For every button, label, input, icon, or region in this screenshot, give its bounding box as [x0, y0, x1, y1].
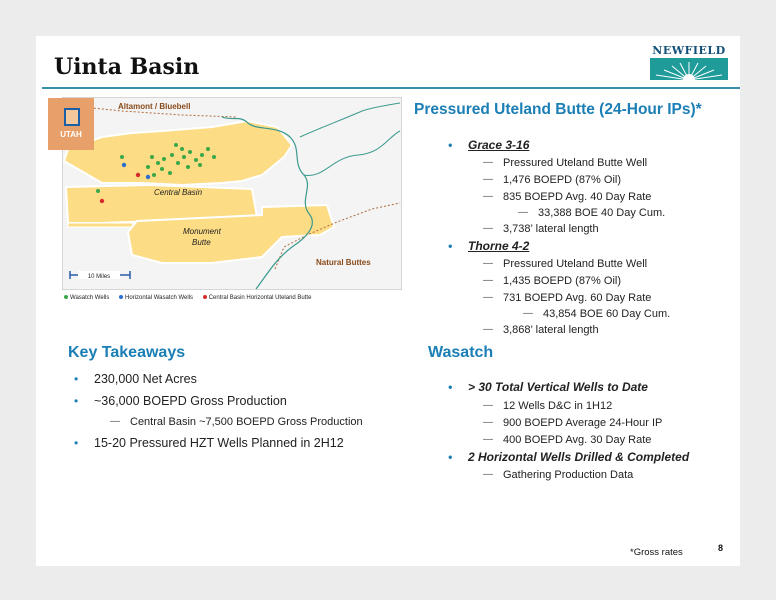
list-item: — Pressured Uteland Butte Well	[503, 258, 647, 270]
page-number: 8	[718, 543, 724, 553]
key-takeaways-list	[94, 372, 414, 462]
map-scale-label: 10 Miles	[87, 274, 111, 280]
list-item: — 1,435 BOEPD (87% Oil)	[503, 275, 621, 287]
utah-label: UTAH	[60, 130, 82, 139]
list-item: — 12 Wells D&C in 1H12	[503, 400, 612, 412]
list-item: — 33,388 BOE 40 Day Cum.	[538, 207, 665, 219]
legend-item-wasatch: Wasatch Wells	[64, 295, 109, 301]
list-item: — 1,476 BOEPD (87% Oil)	[503, 174, 621, 186]
uinta-basin-map	[62, 97, 402, 290]
legend-item-uteland: Central Basin Horizontal Uteland Butte	[203, 295, 312, 301]
list-item: — 3,738’ lateral length	[503, 223, 599, 235]
list-item: — Pressured Uteland Butte Well	[503, 157, 647, 169]
utah-inset	[48, 98, 94, 150]
uteland-heading: Pressured Uteland Butte (24-Hour IPs)*	[414, 101, 702, 118]
utah-map-icon	[64, 108, 80, 126]
list-item: — 43,854 BOE 60 Day Cum.	[543, 308, 670, 320]
list-item: — 835 BOEPD Avg. 40 Day Rate	[503, 191, 651, 203]
list-item: — 400 BOEPD Avg. 30 Day Rate	[503, 434, 651, 446]
slide-title: Uinta Basin	[54, 54, 200, 80]
wasatch-heading: Wasatch	[428, 344, 494, 361]
map-legend	[64, 295, 319, 301]
title-divider	[42, 87, 740, 89]
well-name: • Grace 3-16	[468, 138, 529, 152]
list-item: • ~36,000 BOEPD Gross Production	[94, 394, 287, 408]
logo-sunburst-icon	[650, 58, 728, 80]
uteland-list	[468, 130, 738, 340]
map-label-monument: Monument	[183, 227, 221, 236]
list-item: — 900 BOEPD Average 24-Hour IP	[503, 417, 662, 429]
list-item: — 731 BOEPD Avg. 60 Day Rate	[503, 292, 651, 304]
wasatch-list	[468, 380, 738, 490]
legend-item-horizontal-wasatch: Horizontal Wasatch Wells	[119, 295, 193, 301]
list-item: — 3,868’ lateral length	[503, 324, 599, 336]
map-label-central-basin: Central Basin	[154, 188, 203, 197]
key-takeaways-heading: Key Takeaways	[68, 344, 186, 361]
logo-text: NEWFIELD	[652, 44, 726, 57]
list-item: — Central Basin ~7,500 BOEPD Gross Production	[130, 416, 363, 428]
list-item: • > 30 Total Vertical Wells to Date	[468, 380, 648, 394]
list-item: • 2 Horizontal Wells Drilled & Completed	[468, 450, 689, 464]
list-item: • 230,000 Net Acres	[94, 372, 197, 386]
newfield-logo	[648, 44, 730, 82]
map-label-butte: Butte	[192, 238, 211, 247]
well-name: • Thorne 4-2	[468, 239, 529, 253]
list-item: — Gathering Production Data	[503, 469, 633, 481]
list-item: • 15-20 Pressured HZT Wells Planned in 2H12	[94, 436, 344, 450]
map-label-altamont: Altamont / Bluebell	[118, 102, 191, 111]
map-label-natural-buttes: Natural Buttes	[316, 258, 371, 267]
footnote: *Gross rates	[630, 547, 683, 558]
